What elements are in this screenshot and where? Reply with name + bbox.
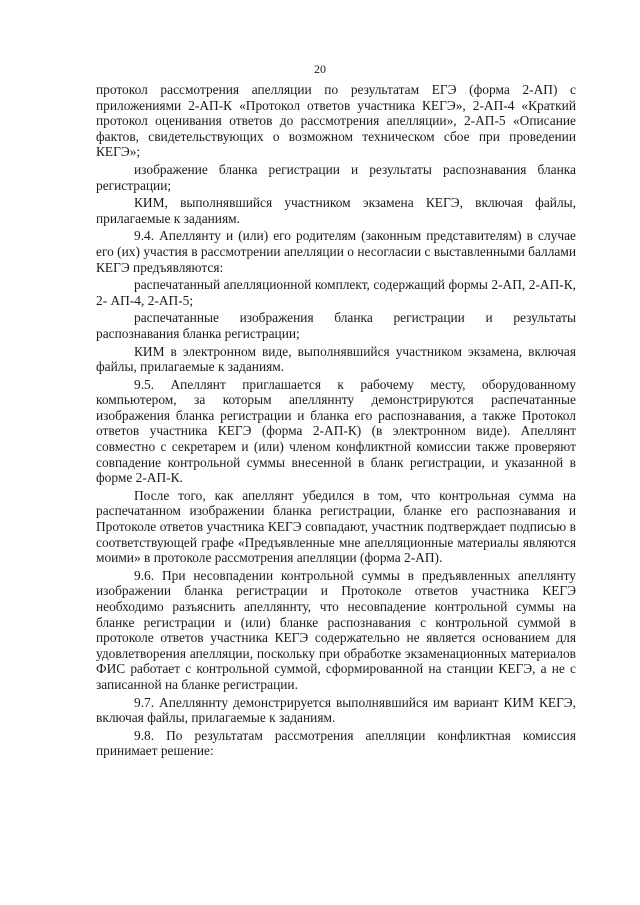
- paragraph: распечатанные изображения бланка регистрации и результаты распознавания бланка регистрации;: [96, 310, 576, 341]
- paragraph: 9.6. При несовпадении контрольной суммы в предъявленных апеллянту изображении бланка регистрации и Протоколе ответов участника КЕГЭ необходимо разъяснить апелляннту, что несовпадение контрольной суммы на бланке регистрации и (или) бланке распознавания с контрольной суммой в протоколе ответов участника КЕГЭ содержательно не является основанием для удовлетворения апелляции, поскольку при обработке экзаменационных материалов ФИС работает с контрольной суммой, сформированной на станции КЕГЭ, а не с записанной на бланке регистрации.: [96, 567, 576, 692]
- paragraph: 9.7. Апелляннту демонстрируется выполнявшийся им вариант КИМ КЕГЭ, включая файлы, прилагаемые к заданиям.: [96, 694, 576, 726]
- paragraph: 9.8. По результатам рассмотрения апелляции конфликтная комиссия принимает решение:: [96, 727, 576, 759]
- paragraph: КИМ в электронном виде, выполнявшийся участником экзамена, включая файлы, прилагаемые к заданиям.: [96, 343, 576, 375]
- paragraph: протокол рассмотрения апелляции по результатам ЕГЭ (форма 2-АП) с приложениями 2-АП-К «Протокол ответов участника КЕГЭ», 2-АП-4 «Краткий протокол оценивания ответов до рассмотрения апелляции», 2-АП-5 «Описание фактов, свидетельствующих о возможном техническом сбое при проведении КЕГЭ»;: [96, 82, 576, 160]
- paragraph: КИМ, выполнявшийся участником экзамена КЕГЭ, включая файлы, прилагаемые к заданиям.: [96, 195, 576, 226]
- paragraph: распечатанный апелляционной комплект, содержащий формы 2-АП, 2-АП-К, 2- АП-4, 2-АП-5;: [96, 277, 576, 308]
- page-number: 20: [314, 62, 326, 76]
- paragraph: изображение бланка регистрации и результаты распознавания бланка регистрации;: [96, 161, 576, 193]
- paragraph: После того, как апеллянт убедился в том, что контрольная сумма на распечатанном изображении бланка регистрации, бланке его распознавания и Протоколе ответов участника КЕГЭ совпадают, участник подтверждает подписью в соответствующей графе «Предъявленные мне апелляционные материалы являются моими» в протоколе рассмотрения апелляции (форма 2-АП).: [96, 487, 576, 566]
- document-body: [96, 82, 576, 761]
- paragraph: 9.4. Апеллянту и (или) его родителям (законным представителям) в случае его (их) участия в рассмотрении апелляции о несогласии с выставленными баллами КЕГЭ предъявляются:: [96, 228, 576, 275]
- paragraph: 9.5. Апеллянт приглашается к рабочему месту, оборудованному компьютером, за которым апелляннту демонстрируются распечатанные изображения бланка регистрации и бланка его распознавания, а также Протокол ответов участника КЕГЭ (форма 2-АП-К) (в электронном виде). Апеллянт совместно с секретарем и (или) членом конфликтной комиссии также проверяют совпадение контрольной суммы внесенной в бланк регистрации, и указанной в форме 2-АП-К.: [96, 376, 576, 486]
